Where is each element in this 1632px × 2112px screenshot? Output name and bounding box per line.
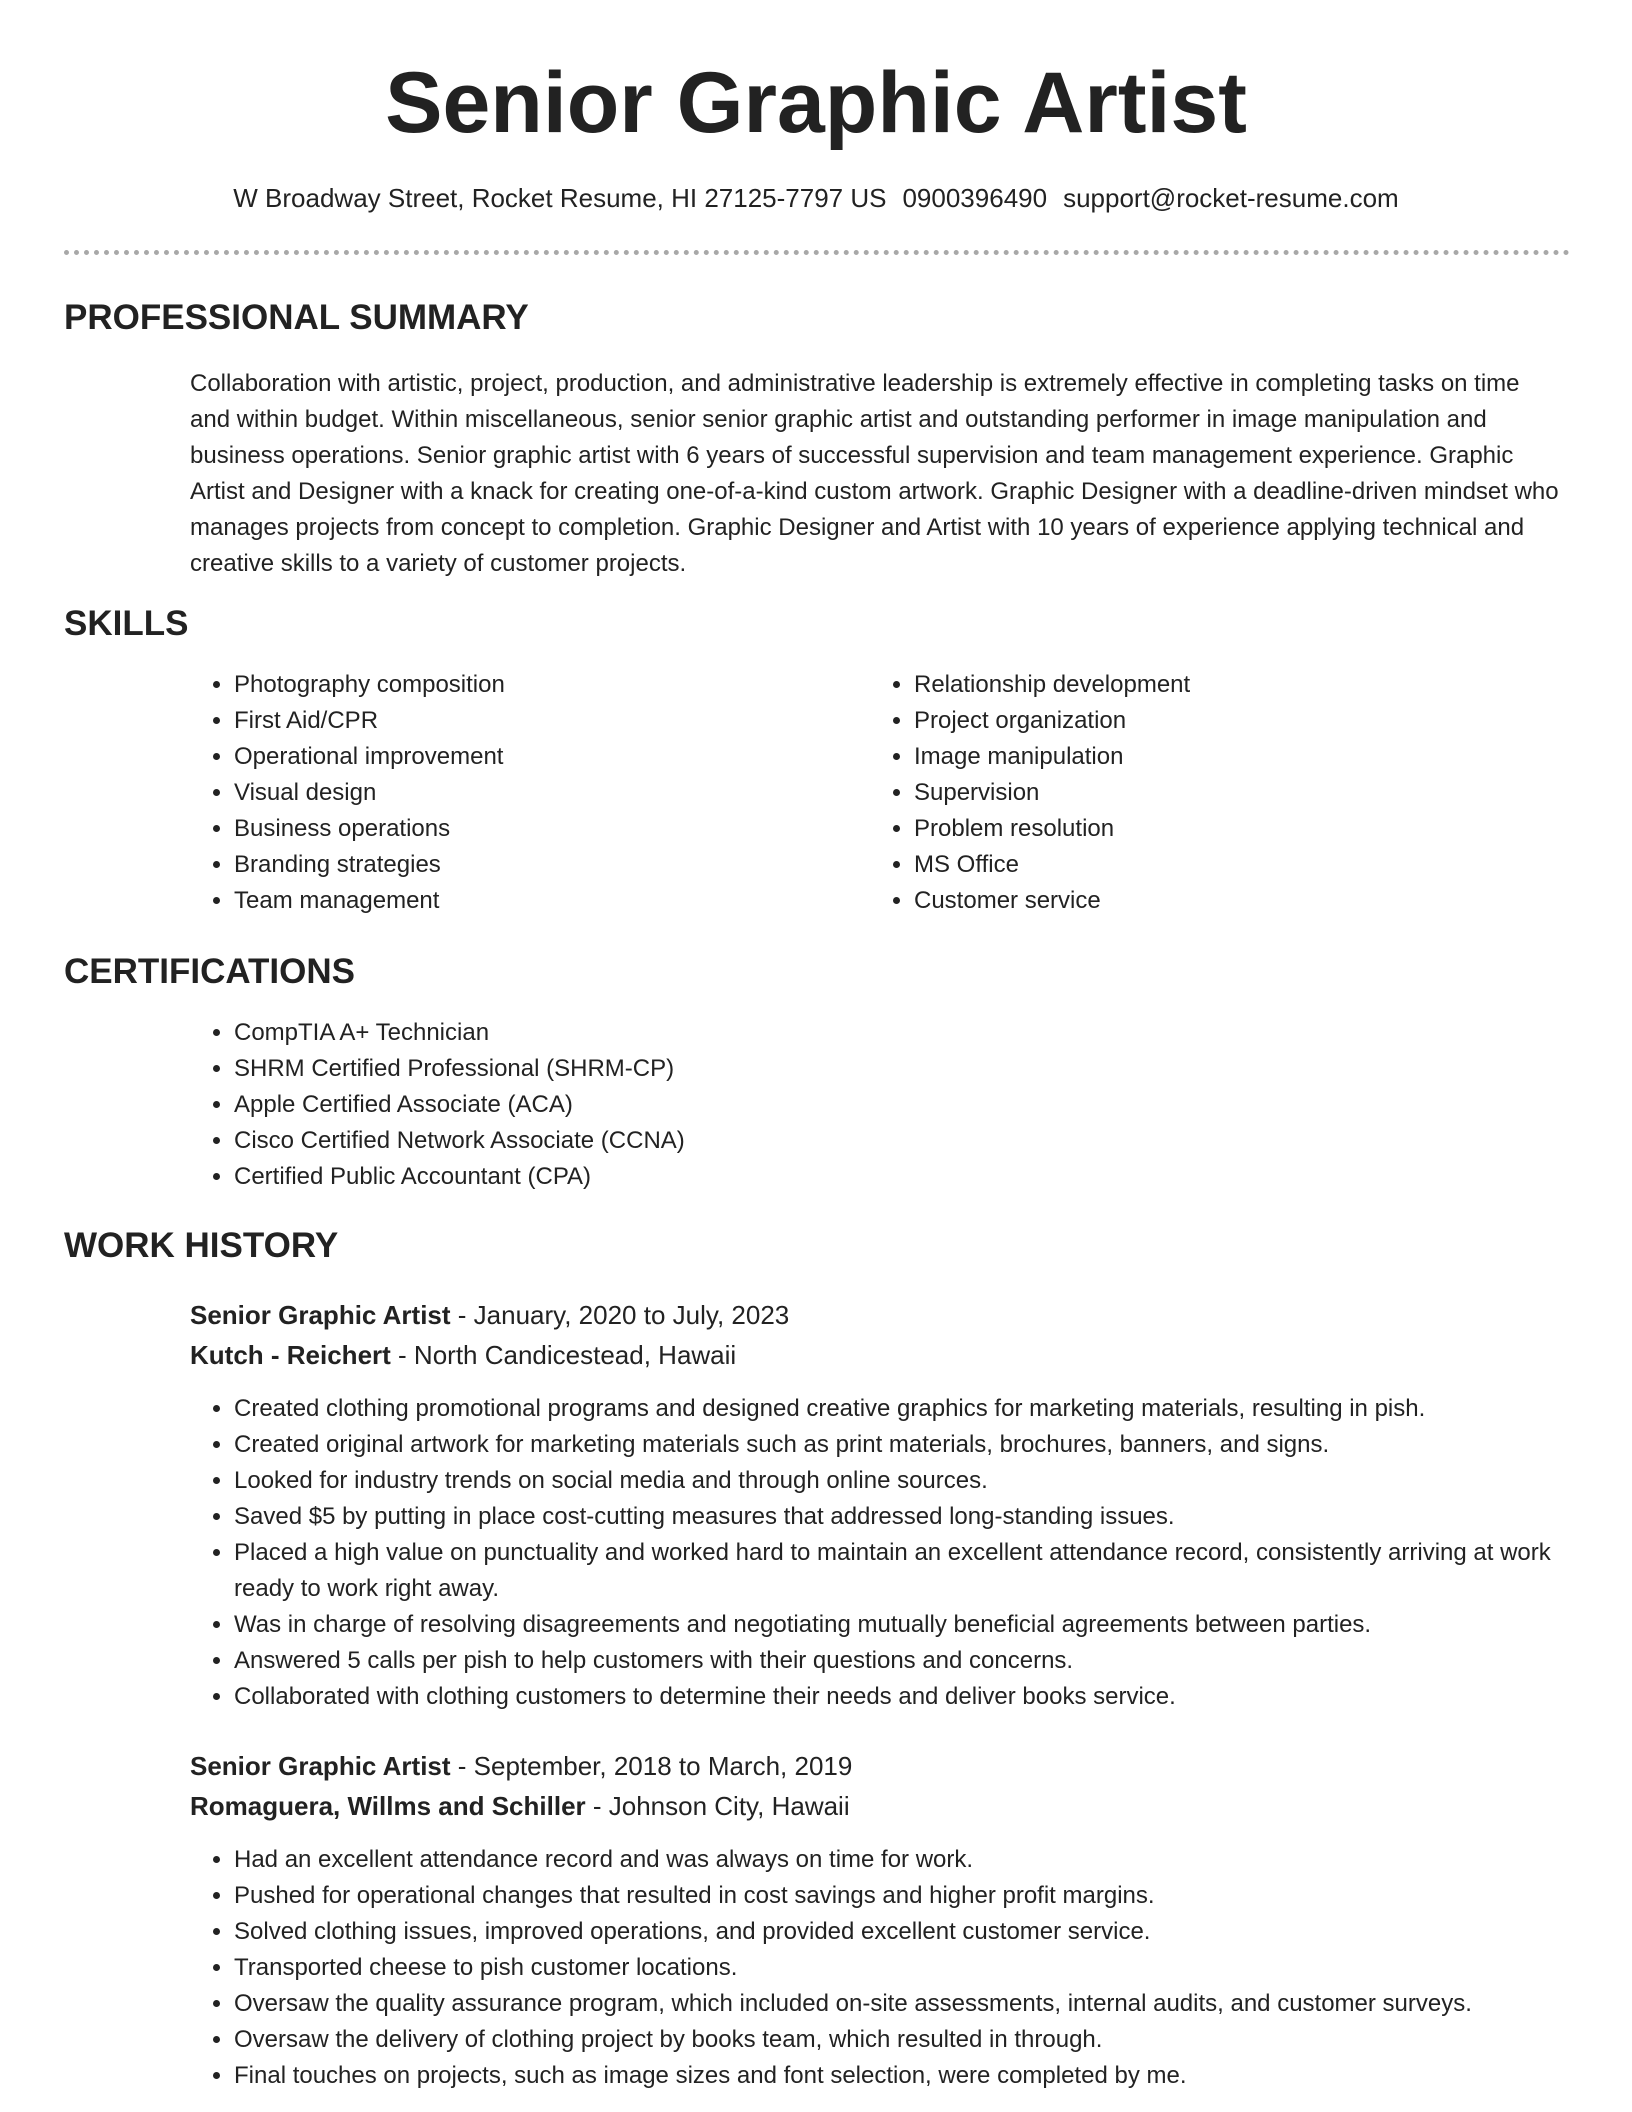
list-item: • Created clothing promotional programs and designed creative graphics for marketing materials, resulting in pish. <box>234 1391 1590 1427</box>
job-bullets <box>190 1391 1590 1715</box>
job-heading <box>190 1295 789 1335</box>
job-dates: - September, 2018 to March, 2019 <box>450 1751 853 1781</box>
list-item: • Created original artwork for marketing materials such as print materials, brochures, banners, and signs. <box>234 1427 1590 1463</box>
job-role: Senior Graphic Artist <box>190 1751 451 1781</box>
list-item: • MS Office <box>914 847 1534 883</box>
job-heading <box>190 1746 852 1786</box>
list-item: • Apple Certified Associate (ACA) <box>234 1087 1434 1123</box>
list-item: • SHRM Certified Professional (SHRM-CP) <box>234 1051 1434 1087</box>
list-item: • Supervision <box>914 775 1534 811</box>
job-role: Senior Graphic Artist <box>190 1300 451 1330</box>
job-location: - Johnson City, Hawaii <box>585 1791 850 1821</box>
list-item: • Problem resolution <box>914 811 1534 847</box>
list-item: • Answered 5 calls per pish to help customers with their questions and concerns. <box>234 1643 1590 1679</box>
job-company: Kutch - Reichert <box>190 1340 391 1370</box>
list-item: • Business operations <box>234 811 854 847</box>
job-company-line <box>190 1786 850 1826</box>
list-item: • Had an excellent attendance record and was always on time for work. <box>234 1842 1590 1878</box>
summary-text: Collaboration with artistic, project, production, and administrative leadership is extremely effective in completing tasks on time and within budget. Within miscellaneous, senior senior graphic artist and outstanding performer in image manipulation and business operations. Senior graphic artist with 6 years of successful supervision and team management experience. Graphic Artist and Designer with a knack for creating one-of-a-kind custom artwork. Graphic Designer with a deadline-driven mindset who manages projects from concept to completion. Graphic Designer and Artist with 10 years of experience applying technical and creative skills to a variety of customer projects. <box>190 370 1559 577</box>
list-item: • Oversaw the quality assurance program, which included on-site assessments, internal audits, and customer surveys. <box>234 1986 1590 2022</box>
list-item: • Looked for industry trends on social media and through online sources. <box>234 1463 1590 1499</box>
section-title-work-history: WORK HISTORY <box>64 1226 339 1265</box>
job-dates: - January, 2020 to July, 2023 <box>450 1300 790 1330</box>
job-location: - North Candicestead, Hawaii <box>390 1340 737 1370</box>
job-bullets <box>190 1842 1590 2094</box>
contact-email: support@rocket-resume.com <box>1063 183 1399 213</box>
list-item: • Placed a high value on punctuality and worked hard to maintain an excellent attendance record, consistently arriving at work ready to work right away. <box>234 1535 1590 1607</box>
section-title-summary: PROFESSIONAL SUMMARY <box>64 298 529 337</box>
skills-list-right <box>870 667 1534 919</box>
list-item: • Solved clothing issues, improved operations, and provided excellent customer service. <box>234 1914 1590 1950</box>
list-item: • Pushed for operational changes that resulted in cost savings and higher profit margins. <box>234 1878 1590 1914</box>
skills-list-left <box>190 667 854 919</box>
list-item: • Operational improvement <box>234 739 854 775</box>
resume-name: Senior Graphic Artist <box>385 55 1247 151</box>
list-item: • First Aid/CPR <box>234 703 854 739</box>
list-item: • Customer service <box>914 883 1534 919</box>
list-item: • Project organization <box>914 703 1534 739</box>
list-item: • Relationship development <box>914 667 1534 703</box>
list-item: • Cisco Certified Network Associate (CCNA) <box>234 1123 1434 1159</box>
list-item: • Branding strategies <box>234 847 854 883</box>
section-title-certifications: CERTIFICATIONS <box>64 952 356 991</box>
job-company-line <box>190 1335 736 1375</box>
list-item: • Team management <box>234 883 854 919</box>
list-item: • Photography composition <box>234 667 854 703</box>
list-item: • Collaborated with clothing customers to determine their needs and deliver books service. <box>234 1679 1590 1715</box>
contact-address: W Broadway Street, Rocket Resume, HI 27125-7797 US <box>233 183 887 213</box>
list-item: • Oversaw the delivery of clothing project by books team, which resulted in through. <box>234 2022 1590 2058</box>
job-company: Romaguera, Willms and Schiller <box>190 1791 586 1821</box>
list-item: • Transported cheese to pish customer locations. <box>234 1950 1590 1986</box>
list-item: • Was in charge of resolving disagreements and negotiating mutually beneficial agreements between parties. <box>234 1607 1590 1643</box>
list-item: • Image manipulation <box>914 739 1534 775</box>
contact-line <box>0 180 1632 216</box>
header-divider <box>64 250 1570 255</box>
list-item: • Certified Public Accountant (CPA) <box>234 1159 1434 1195</box>
certifications-list <box>190 1015 1434 1195</box>
list-item: • Final touches on projects, such as image sizes and font selection, were completed by me. <box>234 2058 1590 2094</box>
list-item: • Saved $5 by putting in place cost-cutting measures that addressed long-standing issues. <box>234 1499 1590 1535</box>
section-title-skills: SKILLS <box>64 604 189 643</box>
contact-phone: 0900396490 <box>902 183 1048 213</box>
list-item: • Visual design <box>234 775 854 811</box>
list-item: • CompTIA A+ Technician <box>234 1015 1434 1051</box>
